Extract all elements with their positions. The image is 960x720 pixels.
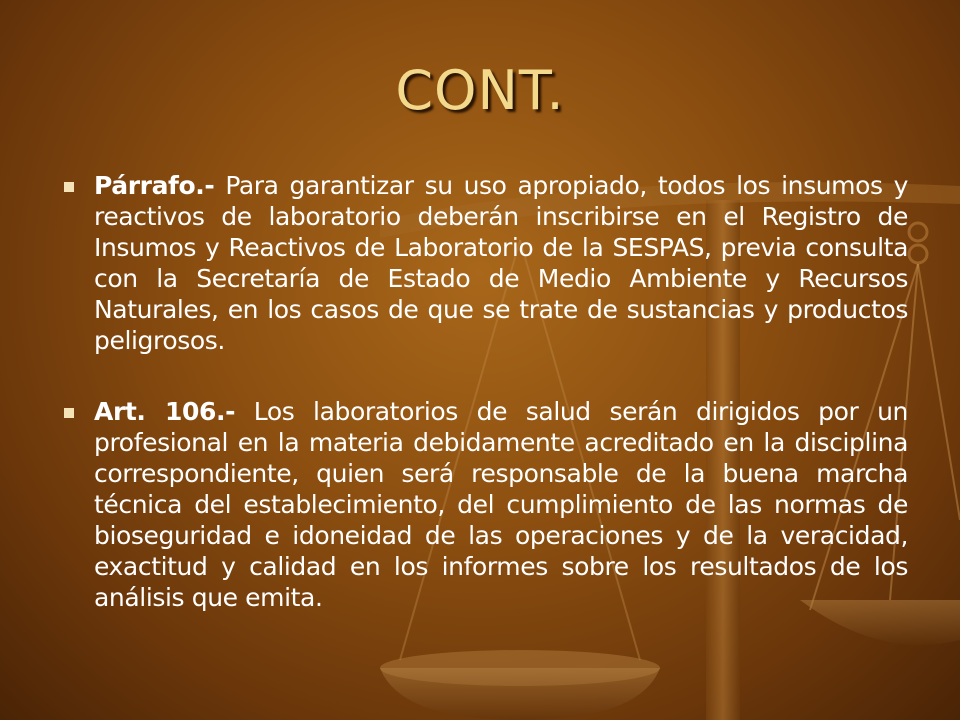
bullet-lead: Art. 106.- xyxy=(94,397,236,426)
bullet-body: Los laboratorios de salud serán dirigidos por un profesional en la materia debidamente acreditado en la disciplina correspondiente, quien será responsable de la buena marcha técnica del establecimiento, del cumplimiento de las normas de bioseguridad e idoneidad de las operaciones y de la veracidad, exactitud y calidad en los informes sobre los resultados de los análisis que emita. xyxy=(94,397,909,612)
bullet-lead: Párrafo.- xyxy=(94,171,215,200)
bullet-square-icon xyxy=(64,182,74,192)
bullet-item xyxy=(64,396,908,613)
bullet-item xyxy=(64,170,908,356)
bullet-paragraph xyxy=(94,396,908,613)
slide-body xyxy=(64,170,908,653)
bullet-paragraph xyxy=(94,170,908,356)
slide-title: CONT. xyxy=(395,59,565,122)
bullet-body: Para garantizar su uso apropiado, todos los insumos y reactivos de laboratorio deberán inscribirse en el Registro de Insumos y Reactivos de Laboratorio de la SESPAS, previa consulta con la Secretaría de Estado de Medio Ambiente y Recursos Naturales, en los casos de que se trate de sustancias y productos peligrosos. xyxy=(94,171,908,355)
bullet-square-icon xyxy=(64,408,74,418)
